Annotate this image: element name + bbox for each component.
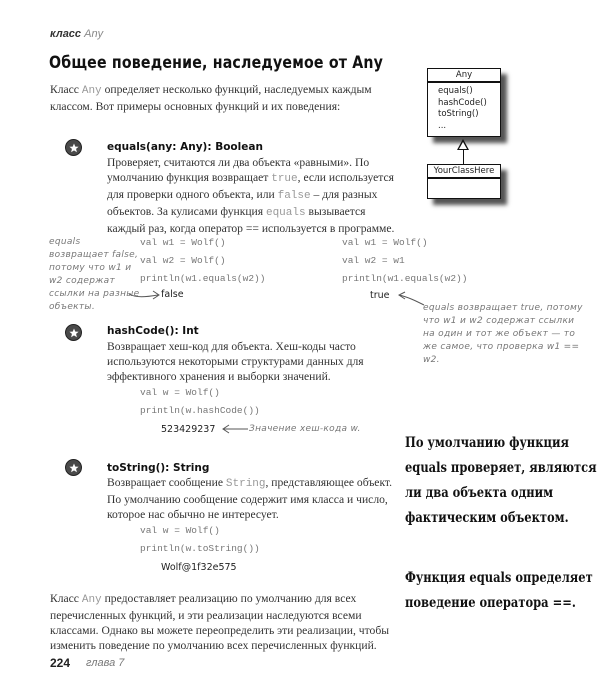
desc-text: , если используется для проверки одного объекта, или bbox=[107, 171, 394, 201]
desc-text: Проверяет, считаются ли два объекта «равными». По умолчанию функция возвращает bbox=[107, 156, 370, 184]
code-block-hashcode bbox=[140, 384, 260, 420]
code-line: println(w1.equals(w2)) bbox=[140, 273, 266, 284]
star-bullet-icon bbox=[65, 459, 82, 476]
uml-method: hashCode() bbox=[438, 97, 487, 108]
function-description-hashcode: Возвращает хеш-код для объекта. Хеш-коды часто используются некоторыми структурами данных для эффективного хранения и выборки значений. bbox=[107, 340, 364, 383]
code-line: val w = Wolf() bbox=[140, 387, 220, 398]
inline-code: String bbox=[225, 478, 266, 490]
arrow-left-icon bbox=[396, 291, 426, 307]
code-block-equals-right bbox=[342, 234, 467, 288]
code-line: val w2 = w1 bbox=[342, 255, 405, 266]
running-head-prefix: класс bbox=[50, 28, 85, 40]
output-tostring: Wolf@1f32e575 bbox=[161, 562, 237, 573]
output-hashcode: 523429237 bbox=[161, 424, 216, 435]
arrow-left-icon bbox=[221, 424, 249, 434]
inheritance-arrow-fill bbox=[459, 142, 467, 149]
handwritten-note-hashcode: Значение хеш-кода w. bbox=[249, 424, 361, 434]
function-signature-tostring: toString(): String bbox=[107, 462, 210, 474]
code-line: println(w.toString()) bbox=[140, 543, 260, 554]
uml-class-any bbox=[427, 68, 501, 137]
inline-code: false bbox=[277, 190, 311, 202]
inline-code: Any bbox=[81, 85, 102, 97]
arrow-right-icon bbox=[128, 289, 162, 301]
output-false: false bbox=[161, 289, 184, 300]
pull-quote-2: Функция equals определяет поведение оператора ==. bbox=[405, 570, 593, 611]
page-number: 224 bbox=[50, 656, 71, 670]
code-line: println(w.hashCode()) bbox=[140, 405, 260, 416]
running-head-class: Any bbox=[84, 28, 104, 40]
intro-text: определяет несколько функций, наследуемых каждым классом. Вот примеры основных функций и их поведения: bbox=[50, 83, 372, 113]
page-title: Общее поведение, наследуемое от Any bbox=[49, 53, 384, 72]
intro-paragraph bbox=[50, 82, 400, 114]
output-true: true bbox=[370, 290, 390, 301]
code-block-equals-left bbox=[140, 234, 265, 288]
uml-methods bbox=[428, 83, 500, 134]
function-description-equals bbox=[107, 155, 397, 236]
handwritten-note-true: equals возвращает true, потому что w1 и w2 содержат ссылки на один и тот же объект — то же самое, что проверка w1 == w2. bbox=[423, 303, 583, 365]
star-bullet-icon bbox=[65, 139, 82, 156]
uml-method: equals() bbox=[438, 86, 473, 96]
outro-paragraph bbox=[50, 591, 400, 653]
code-line: val w1 = Wolf() bbox=[342, 237, 428, 248]
code-block-tostring bbox=[140, 522, 260, 558]
code-line: val w1 = Wolf() bbox=[140, 237, 226, 248]
desc-text: вызывается каждый раз, когда оператор == используется в программе. bbox=[107, 205, 395, 235]
code-line: println(w1.equals(w2)) bbox=[342, 273, 468, 284]
inline-code: Any bbox=[81, 594, 102, 606]
intro-text: Класс bbox=[50, 83, 82, 96]
function-signature-hashcode: hashCode(): Int bbox=[107, 325, 199, 337]
function-signature-equals: equals(any: Any): Boolean bbox=[107, 141, 263, 153]
code-line: val w2 = Wolf() bbox=[140, 255, 226, 266]
inheritance-line bbox=[463, 150, 464, 164]
desc-text: Возвращает сообщение bbox=[107, 476, 226, 489]
star-bullet-icon bbox=[65, 324, 82, 341]
uml-class-name: Any bbox=[428, 69, 500, 83]
running-head bbox=[50, 28, 103, 40]
uml-class-name: YourClassHere bbox=[428, 165, 500, 179]
pull-quote-1: По умолчанию функция equals проверяет, являются ли два объекта одним фактическим объектом. bbox=[405, 435, 597, 526]
handwritten-note-false: equals возвращает false, потому что w1 и w2 содержат ссылки на разные объекты. bbox=[49, 237, 140, 312]
uml-method: toString() bbox=[438, 109, 479, 119]
inline-code: equals bbox=[265, 207, 306, 219]
uml-class-yourclasshere bbox=[427, 164, 501, 199]
inline-code: true bbox=[271, 173, 298, 185]
function-description-tostring bbox=[107, 475, 397, 522]
outro-text: Класс bbox=[50, 592, 82, 605]
desc-text: – для разных объектов. За кулисами функция bbox=[107, 188, 378, 218]
chapter-label: глава 7 bbox=[86, 657, 125, 669]
outro-text: предоставляет реализацию по умолчанию для всех перечисленных функций, и эти реализации наследуются всеми классами. Однако вы можете переопределить эти реализации, чтобы изменить поведение по умолчанию всех перечисленных функций. bbox=[50, 592, 390, 652]
uml-method: ... bbox=[438, 120, 447, 131]
desc-text: , представляющее объект. По умолчанию сообщение содержит имя класса и число, которое нас обычно не интересует. bbox=[107, 476, 393, 521]
code-line: val w = Wolf() bbox=[140, 525, 220, 536]
